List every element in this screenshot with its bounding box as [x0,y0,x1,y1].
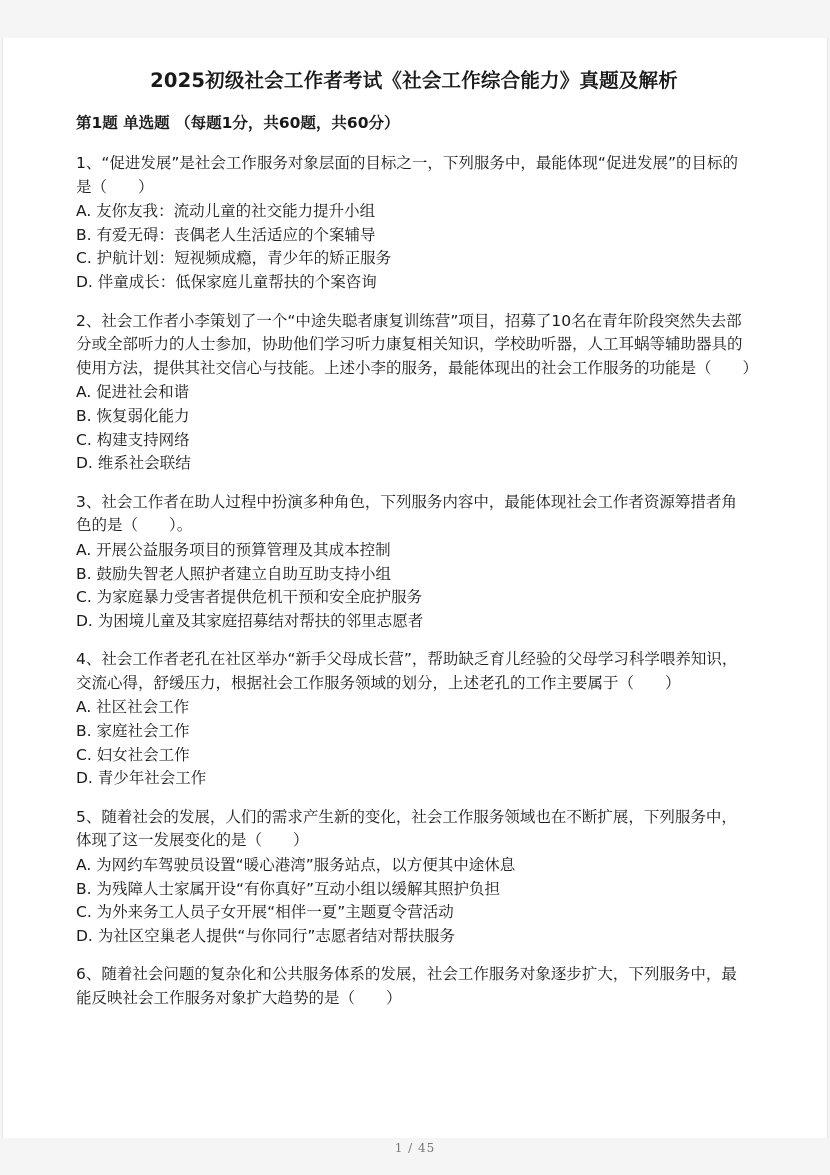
option-a: A. 促进社会和谐 [76,383,190,402]
option-c: C. 护航计划：短视频成瘾，青少年的矫正服务 [76,249,392,268]
question-4 [76,648,752,791]
option-b: B. 有爱无碍：丧偶老人生活适应的个案辅导 [76,225,376,244]
page-number: 1 / 45 [394,1141,436,1155]
document-page [2,38,828,1138]
question-1 [76,152,752,295]
page-content [76,66,759,1026]
question-stem: 2、社会工作者小李策划了一个“中途失聪者康复训练营”项目，招募了10名在青年阶段突然失去部分或全部听力的人士参加，协助他们学习听力康复相关知识，学校助听器，人工耳蜗等辅助器具的使用方法，提供其社交信心与技能。上述小李的服务，最能体现出的社会工作服务的功能是（ ） [76,311,759,377]
option-a: A. 社区社会工作 [76,698,190,717]
document-title: 2025初级社会工作者考试《社会工作综合能力》真题及解析 [150,69,678,92]
option-a: A. 开展公益服务项目的预算管理及其成本控制 [76,540,391,559]
option-d: D. 维系社会联结 [76,454,191,473]
option-b: B. 家庭社会工作 [76,722,190,741]
question-2 [76,310,759,476]
option-c: C. 构建支持网络 [76,430,190,449]
question-6 [76,963,752,1010]
option-d: D. 青少年社会工作 [76,769,207,788]
option-c: C. 为家庭暴力受害者提供危机干预和安全庇护服务 [76,588,423,607]
option-d: D. 为社区空巢老人提供“与你同行”志愿者结对帮扶服务 [76,926,455,945]
option-b: B. 鼓励失智老人照护者建立自助互助支持小组 [76,564,391,583]
option-b: B. 为残障人士家属开设“有你真好”互动小组以缓解其照护负担 [76,879,501,898]
option-c: C. 为外来务工人员子女开展“相伴一夏”主题夏令营活动 [76,903,454,922]
section-title: 第1题 单选题 （每题1分，共60题，共60分） [76,114,400,132]
question-3 [76,491,752,634]
question-stem: 1、“促进发展”是社会工作服务对象层面的目标之一，下列服务中，最能体现“促进发展”的目标的是（ ） [76,154,738,196]
question-stem: 6、随着社会问题的复杂化和公共服务体系的发展，社会工作服务对象逐步扩大，下列服务中，最能反映社会工作服务对象扩大趋势的是（ ） [76,965,737,1007]
option-d: D. 为困境儿童及其家庭招募结对帮扶的邻里志愿者 [76,611,424,630]
option-d: D. 伴童成长：低保家庭儿童帮扶的个案咨询 [76,272,377,291]
option-a: A. 为网约车驾驶员设置“暖心港湾”服务站点，以方便其中途休息 [76,856,516,875]
question-stem: 3、社会工作者在助人过程中扮演多种角色，下列服务内容中，最能体现社会工作者资源筹措者角色的是（ ）。 [76,492,737,535]
option-a: A. 友你友我：流动儿童的社交能力提升小组 [76,202,376,221]
question-stem: 5、随着社会的发展，人们的需求产生新的变化，社会工作服务领域也在不断扩展，下列服务中，体现了这一发展变化的是（ ） [76,807,737,850]
option-b: B. 恢复弱化能力 [76,406,190,425]
option-c: C. 妇女社会工作 [76,745,190,764]
question-5 [76,806,752,949]
question-stem: 4、社会工作者老孔在社区举办“新手父母成长营”，帮助缺乏育儿经验的父母学习科学喂养知识，交流心得，舒缓压力，根据社会工作服务领域的划分，上述老孔的工作主要属于（ ） [76,650,738,692]
